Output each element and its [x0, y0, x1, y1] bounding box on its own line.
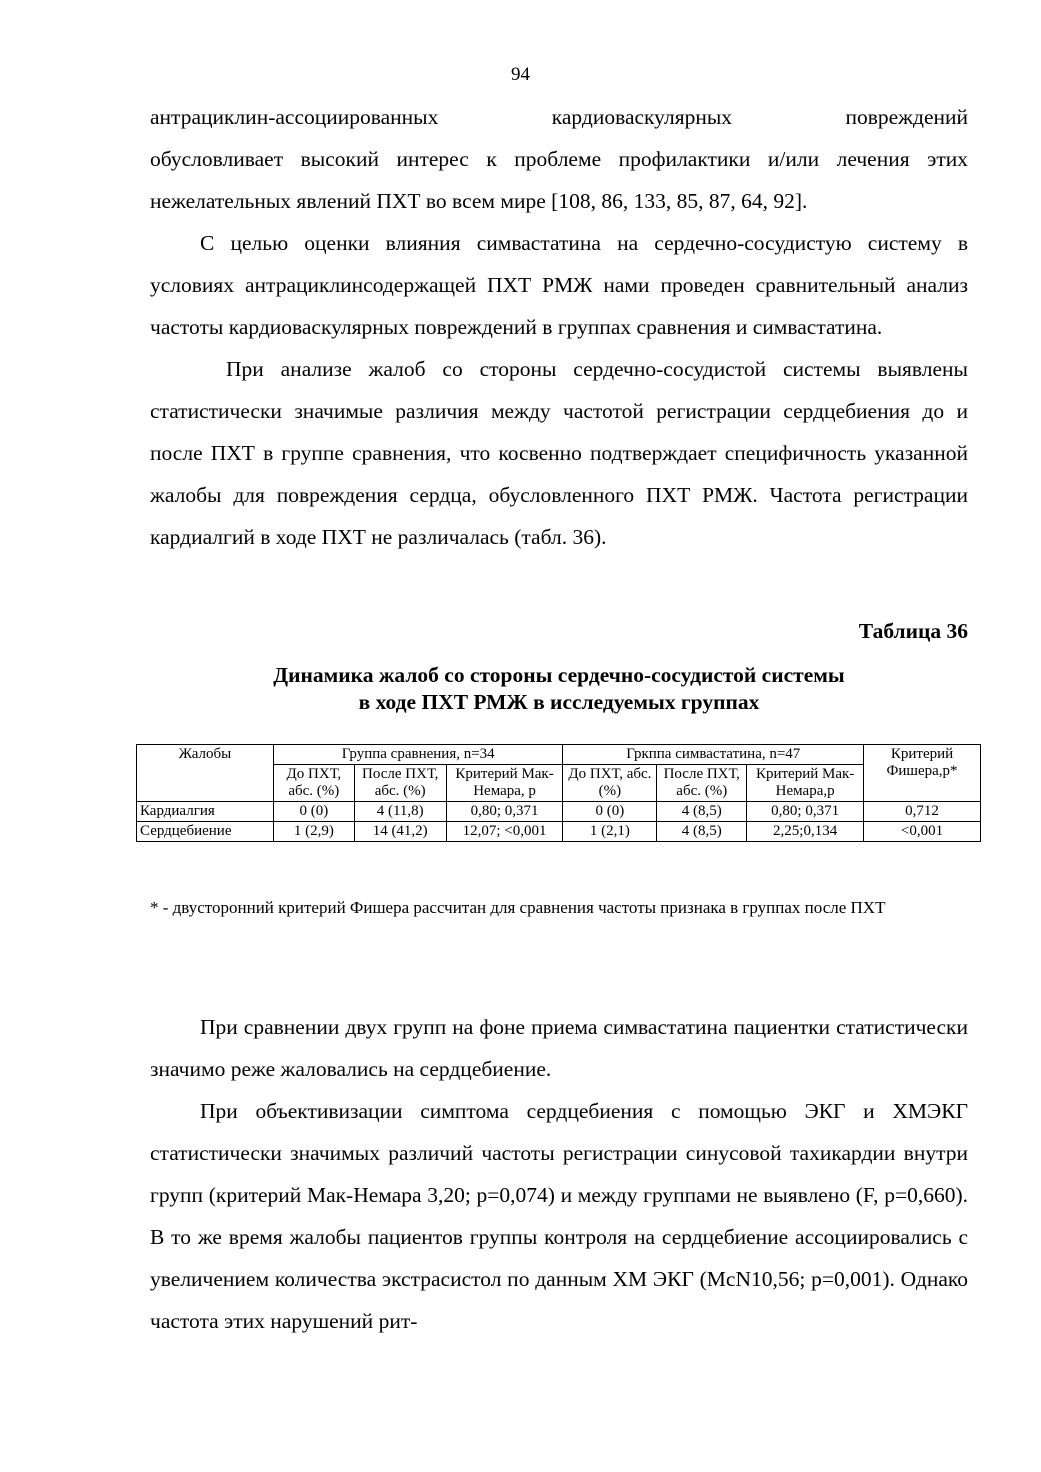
header-sim-mcnemar: Критерий Мак-Немара,р [747, 765, 864, 802]
body-text-top [150, 96, 968, 558]
page-number: 94 [511, 64, 530, 85]
table-row [137, 822, 981, 842]
cell-comp-before: 1 (2,9) [273, 822, 354, 842]
cell-sim-before: 0 (0) [563, 802, 657, 822]
header-sim-before: До ПХТ, абс. (%) [563, 765, 657, 802]
cell-comp-mcnemar: 12,07; <0,001 [446, 822, 563, 842]
header-comp-after: После ПХТ, абс. (%) [354, 765, 446, 802]
header-comp-before: До ПХТ, абс. (%) [273, 765, 354, 802]
cell-comp-after: 4 (11,8) [354, 802, 446, 822]
footnote-text: * - двусторонний критерий Фишера рассчитан для сравнения частоты признака в группах после ПХТ [150, 898, 886, 917]
table-title-line-1: Динамика жалоб со стороны сердечно-сосудистой системы [273, 663, 845, 687]
cell-comp-mcnemar: 0,80; 0,371 [446, 802, 563, 822]
row-label: Сердцебиение [137, 822, 274, 842]
paragraph-3: При анализе жалоб со стороны сердечно-сосудистой системы выявлены статистически значимые различия между частотой регистрации сердцебиения до и после ПХТ в группе сравнения, что косвенно подтверждает специфичность указанной жалобы для повреждения сердца, обусловленного ПХТ РМЖ. Частота регистрации кардиалгий в ходе ПХТ не различалась (табл. 36). [150, 357, 968, 549]
table-title-line-2: в ходе ПХТ РМЖ в исследуемых группах [358, 690, 760, 714]
cell-sim-mcnemar: 0,80; 0,371 [747, 802, 864, 822]
complaints-table [136, 744, 981, 842]
paragraph-1-rest: обусловливает высокий интерес к проблеме профилактики и/или лечения этих нежелательных явлений ПХТ во всем мире [108, 86, 133, 85, 87, 64, 92]. [150, 147, 968, 213]
row-label: Кардиалгия [137, 802, 274, 822]
header-group-comparison: Группа сравнения, n=34 [273, 745, 563, 765]
header-complaints: Жалобы [137, 745, 274, 802]
cell-fisher: 0,712 [864, 802, 981, 822]
body-text-bottom [150, 1006, 968, 1342]
paragraph-5: При объективизации симптома сердцебиения с помощью ЭКГ и ХМЭКГ статистически значимых различий частоты регистрации синусовой тахикардии внутри групп (критерий Мак-Немара 3,20; р=0,074) и между группами не выявлено (F, р=0,660). В то же время жалобы пациентов группы контроля на сердцебиение ассоциировались с увеличением количества экстрасистол по данным ХМ ЭКГ (McN10,56; р=0,001). Однако частота этих нарушений рит- [150, 1099, 968, 1333]
cell-sim-before: 1 (2,1) [563, 822, 657, 842]
cell-comp-after: 14 (41,2) [354, 822, 446, 842]
cell-sim-mcnemar: 2,25;0,134 [747, 822, 864, 842]
table-label: Таблица 36 [858, 619, 968, 643]
header-fisher: Критерий Фишера,р* [864, 745, 981, 802]
table-row [137, 802, 981, 822]
header-group-simvastatin: Гркппа симвастатина, n=47 [563, 745, 864, 765]
paragraph-2: С целью оценки влияния симвастатина на сердечно-сосудистую систему в условиях антрациклинсодержащей ПХТ РМЖ нами проведен сравнительный анализ частоты кардиоваскулярных повреждений в группах сравнения и симвастатина. [150, 231, 968, 339]
paragraph-4: При сравнении двух групп на фоне приема симвастатина пациентки статистически значимо реже жаловались на сердцебиение. [150, 1015, 968, 1081]
table-footnote [150, 892, 968, 924]
cell-sim-after: 4 (8,5) [657, 802, 747, 822]
cell-sim-after: 4 (8,5) [657, 822, 747, 842]
header-comp-mcnemar: Критерий Мак-Немара, р [446, 765, 563, 802]
cell-fisher: <0,001 [864, 822, 981, 842]
cell-comp-before: 0 (0) [273, 802, 354, 822]
table-title [150, 662, 968, 716]
header-sim-after: После ПХТ, абс. (%) [657, 765, 747, 802]
paragraph-1-first-line: антрациклин-ассоциированных кардиоваскулярных повреждений [150, 105, 968, 129]
